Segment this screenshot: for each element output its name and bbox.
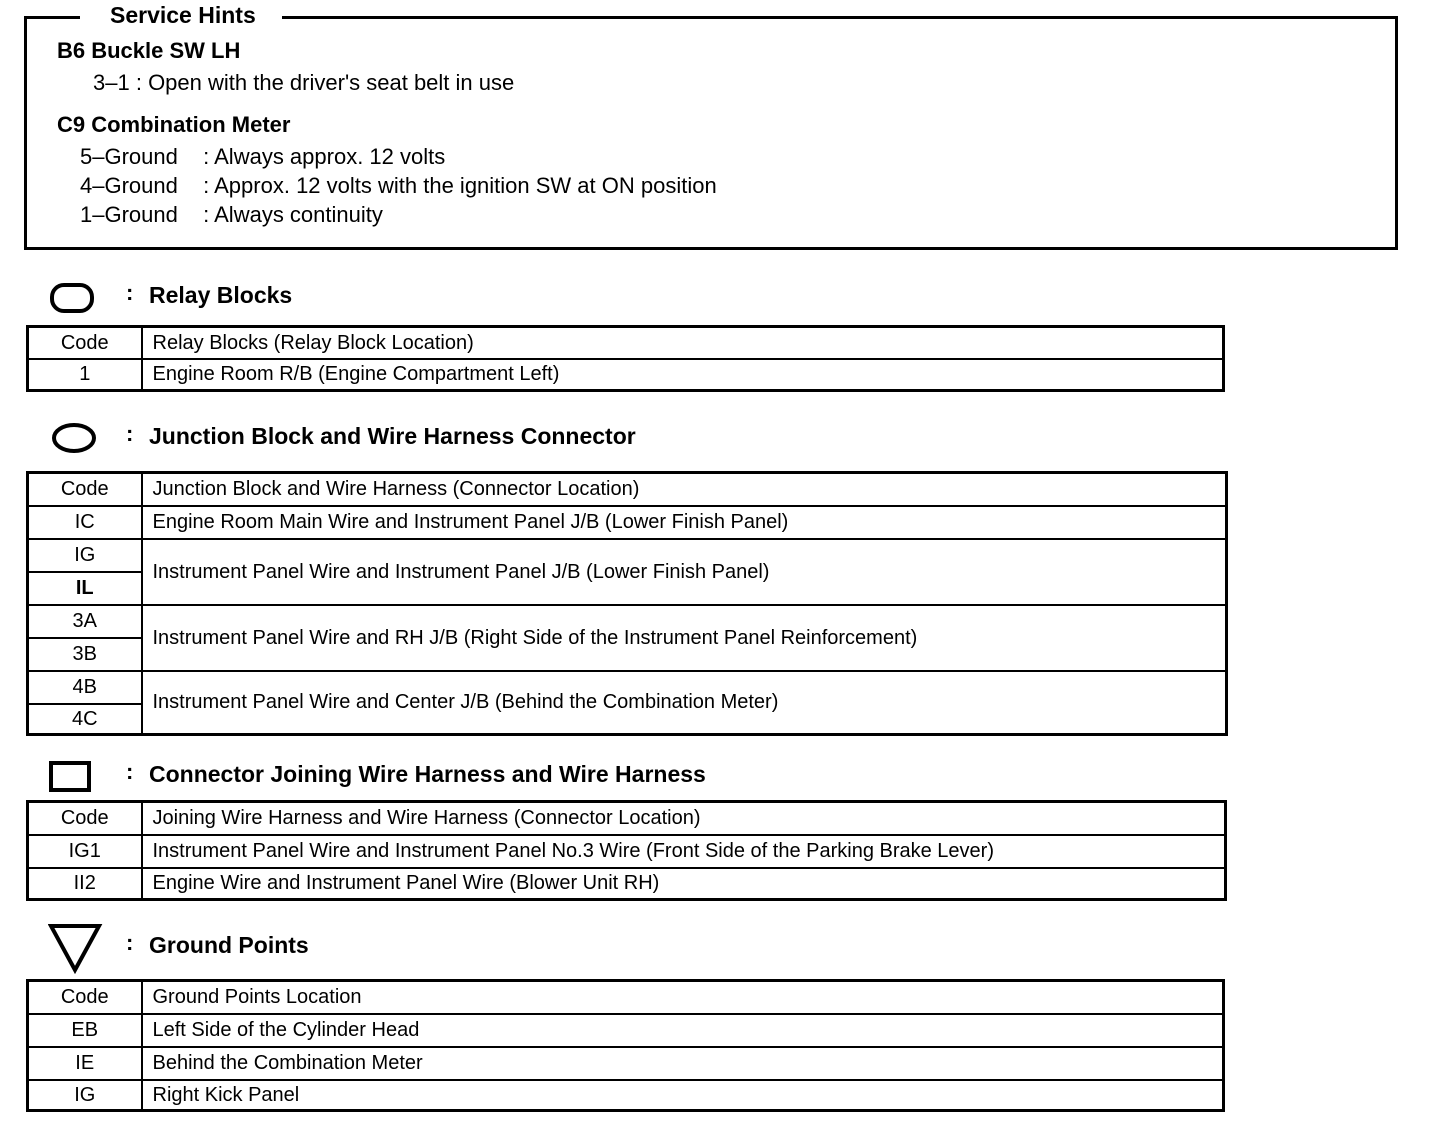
table-row [28,671,1227,704]
hint-desc: : Always approx. 12 volts [203,144,446,169]
row-code: II2 [28,868,142,900]
row-desc: Instrument Panel Wire and Center J/B (Behind the Combination Meter) [142,671,1227,735]
hint-desc: : Open with the driver's seat belt in use [135,70,515,95]
section-title: Junction Block and Wire Harness Connector [149,423,636,449]
section-title: Connector Joining Wire Harness and Wire Harness [149,761,706,787]
table-header-row [28,473,1227,506]
rounded-rectangle-icon [48,278,98,318]
column-header-desc: Joining Wire Harness and Wire Harness (Connector Location) [142,802,1226,835]
section-colon: : [126,930,134,955]
section-header-relay-blocks [48,278,1148,318]
hint-line [93,70,514,96]
table-row [28,1047,1224,1080]
row-code: 4C [28,704,142,735]
row-desc: Instrument Panel Wire and Instrument Panel No.3 Wire (Front Side of the Parking Brake Lever) [142,835,1226,868]
section-colon: : [126,759,134,784]
row-desc: Left Side of the Cylinder Head [142,1014,1224,1047]
hint-group-title: C9 Combination Meter [57,112,291,137]
hint-pin: 4–Ground [80,173,178,198]
table-row [28,1014,1224,1047]
table-row [28,506,1227,539]
table-header-row [28,327,1224,359]
table-header-row [28,981,1224,1014]
column-header-desc: Junction Block and Wire Harness (Connector Location) [142,473,1227,506]
hint-pin: 5–Ground [80,144,178,169]
table-row [28,539,1227,572]
section-title: Relay Blocks [149,282,293,308]
hint-desc: : Approx. 12 volts with the ignition SW at ON position [203,173,717,198]
table-row [28,605,1227,638]
table-row [28,1080,1224,1111]
column-header-code: Code [28,473,142,506]
hint-line [80,173,717,199]
section-title: Ground Points [149,932,309,958]
column-header-code: Code [28,981,142,1014]
section-header-junction-block [48,417,1148,457]
row-code: IG [28,1080,142,1111]
row-desc: Behind the Combination Meter [142,1047,1224,1080]
hint-line [80,202,383,228]
row-code: IG1 [28,835,142,868]
column-header-code: Code [28,802,142,835]
table-header-row [28,802,1226,835]
service-hints-title: Service Hints [80,2,282,28]
row-code: EB [28,1014,142,1047]
row-desc: Engine Room R/B (Engine Compartment Left) [142,359,1224,391]
row-code: 1 [28,359,142,391]
hint-desc: : Always continuity [203,202,383,227]
relay-blocks-table [26,325,1225,392]
row-desc: Instrument Panel Wire and RH J/B (Right Side of the Instrument Panel Reinforcement) [142,605,1227,671]
row-code: IE [28,1047,142,1080]
hint-pin: 1–Ground [80,202,178,227]
section-header-ground-points [48,922,1148,962]
row-code: 3A [28,605,142,638]
row-code: IC [28,506,142,539]
row-desc: Engine Room Main Wire and Instrument Panel J/B (Lower Finish Panel) [142,506,1227,539]
table-row [28,868,1226,900]
row-code: IL [28,572,142,605]
row-code: 3B [28,638,142,671]
row-desc: Instrument Panel Wire and Instrument Panel J/B (Lower Finish Panel) [142,539,1227,605]
row-desc: Engine Wire and Instrument Panel Wire (Blower Unit RH) [142,868,1226,900]
row-code: 4B [28,671,142,704]
oval-icon [48,417,102,457]
triangle-down-icon [48,922,106,974]
section-colon: : [126,280,134,305]
row-desc: Right Kick Panel [142,1080,1224,1111]
square-icon [48,755,98,795]
column-header-desc: Relay Blocks (Relay Block Location) [142,327,1224,359]
connector-joining-table [26,800,1227,901]
table-row [28,835,1226,868]
hint-line [80,144,445,170]
ground-points-table [26,979,1225,1112]
row-code: IG [28,539,142,572]
hint-pin: 3–1 [93,70,130,95]
column-header-code: Code [28,327,142,359]
table-row [28,359,1224,391]
hint-group-title: B6 Buckle SW LH [57,38,241,63]
junction-block-table [26,471,1228,736]
column-header-desc: Ground Points Location [142,981,1224,1014]
section-colon: : [126,421,134,446]
section-header-connector-joining [48,755,1148,795]
